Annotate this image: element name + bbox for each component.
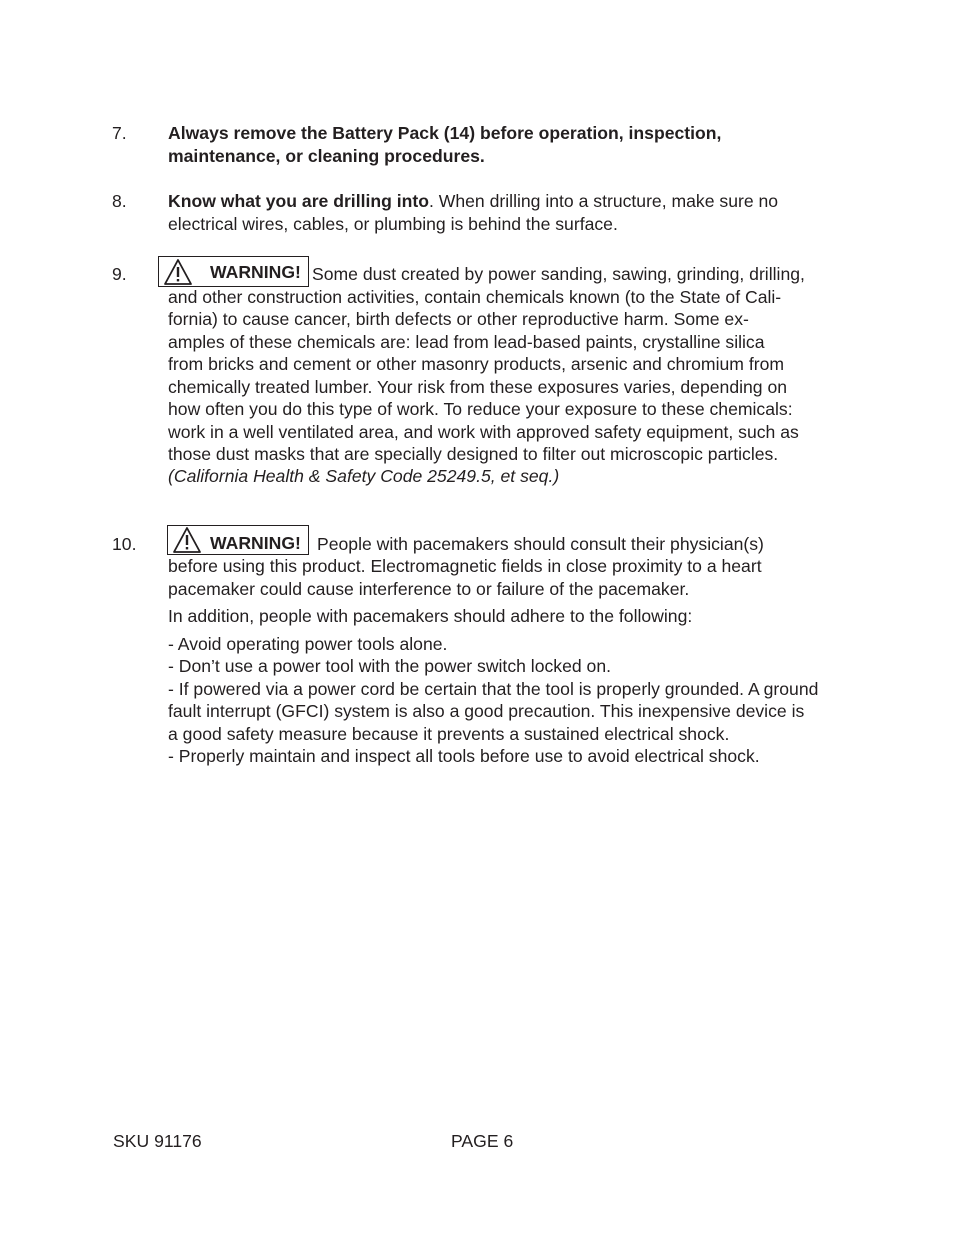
item-10-bullet: - If powered via a power cord be certain that the tool is properly grounded. A ground xyxy=(168,679,819,699)
item-9-line: chemically treated lumber. Your risk from these exposures varies, depending on xyxy=(168,377,788,397)
item-10-bullet: - Properly maintain and inspect all tools before use to avoid electrical shock. xyxy=(168,746,760,766)
item-9-line: amples of these chemicals are: lead from lead-based paints, crystalline silica xyxy=(168,332,765,352)
item-9-line: those dust masks that are specially designed to filter out microscopic particles. xyxy=(168,444,779,464)
warning-label: WARNING! xyxy=(210,533,301,553)
warning-label: WARNING! xyxy=(210,262,301,282)
item-7-line: maintenance, or cleaning procedures. xyxy=(168,146,485,166)
item-10-bullet: fault interrupt (GFCI) system is also a good precaution. This inexpensive device is xyxy=(168,701,805,721)
item-8-line1 xyxy=(168,190,778,213)
footer-page-number: PAGE 6 xyxy=(451,1131,514,1151)
warning-box xyxy=(158,256,309,287)
item-number: 9. xyxy=(112,264,127,284)
item-10-addition: In addition, people with pacemakers should adhere to the following: xyxy=(168,606,693,626)
item-10-bullet: - Avoid operating power tools alone. xyxy=(168,634,448,654)
item-9-line: fornia) to cause cancer, birth defects or other reproductive harm. Some ex- xyxy=(168,309,749,329)
item-9-line: from bricks and cement or other masonry products, arsenic and chromium from xyxy=(168,354,785,374)
item-7-line: Always remove the Battery Pack (14) before operation, inspection, xyxy=(168,123,722,143)
item-9-line: work in a well ventilated area, and work with approved safety equipment, such as xyxy=(168,422,799,442)
item-8-line1-rest: . When drilling into a structure, make sure no xyxy=(428,191,779,211)
item-10-line1-rest: People with pacemakers should consult their physician(s) xyxy=(317,534,764,554)
footer-sku: SKU 91176 xyxy=(113,1131,202,1151)
item-10-line: pacemaker could cause interference to or failure of the pacemaker. xyxy=(168,579,690,599)
item-number: 8. xyxy=(112,191,127,211)
item-number: 7. xyxy=(112,123,127,143)
item-9-line: how often you do this type of work. To reduce your exposure to these chemicals: xyxy=(168,399,793,419)
item-9-line: and other construction activities, contain chemicals known (to the State of Cali- xyxy=(168,287,782,307)
item-8-lead: Know what you are drilling into xyxy=(168,191,429,211)
item-10-bullet: - Don’t use a power tool with the power switch locked on. xyxy=(168,656,611,676)
item-8-line2: electrical wires, cables, or plumbing is behind the surface. xyxy=(168,214,618,234)
warning-triangle-icon xyxy=(172,526,202,554)
item-10-line: before using this product. Electromagnetic fields in close proximity to a heart xyxy=(168,556,762,576)
item-9-line1-rest: Some dust created by power sanding, sawing, grinding, drilling, xyxy=(312,264,805,284)
warning-box xyxy=(167,525,309,555)
item-9-citation: (California Health & Safety Code 25249.5, et seq.) xyxy=(168,466,560,486)
item-number: 10. xyxy=(112,534,137,554)
item-10-bullet: a good safety measure because it prevents a sustained electrical shock. xyxy=(168,724,730,744)
warning-triangle-icon xyxy=(163,258,193,286)
